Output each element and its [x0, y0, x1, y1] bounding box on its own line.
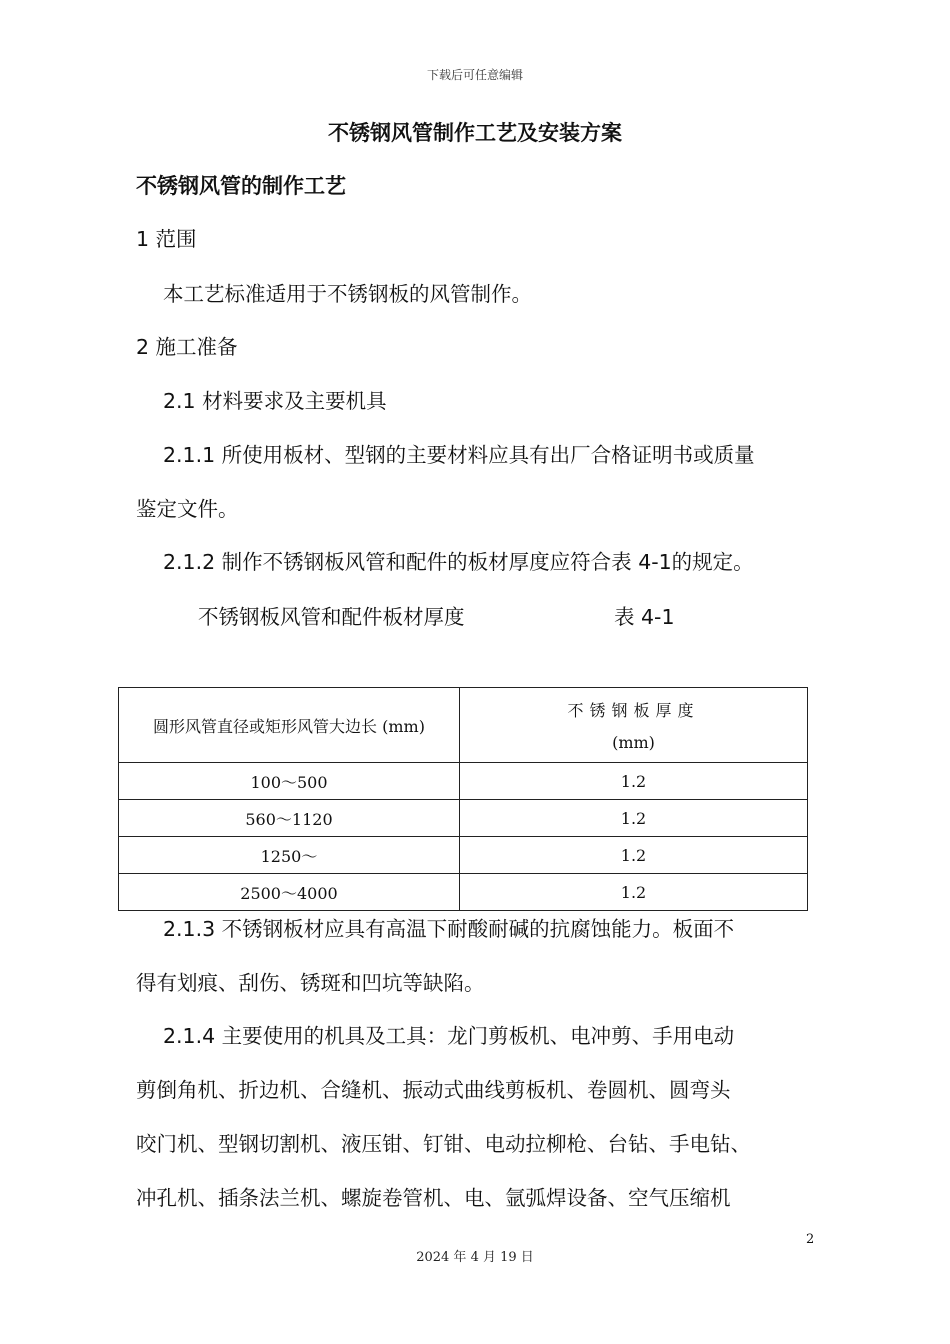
table-header-thickness-label: 不锈钢板厚度 — [567, 701, 700, 720]
table-cell-size: 2500～4000 — [119, 874, 460, 911]
table-header-thickness-unit: (mm) — [612, 733, 655, 752]
table-header-thickness — [460, 688, 808, 763]
table-cell-size: 560～1120 — [119, 800, 460, 837]
table-cell-thickness: 1.2 — [460, 874, 808, 911]
table-cell-thickness: 1.2 — [460, 837, 808, 874]
table-cell-size: 1250～ — [119, 837, 460, 874]
page-number: 2 — [806, 1232, 815, 1247]
table-row — [119, 874, 808, 911]
paragraph-2-1-1-line2: 鉴定文件。 — [136, 497, 239, 521]
table-caption-title: 不锈钢板风管和配件板材厚度 — [198, 605, 465, 629]
thickness-table — [118, 687, 808, 911]
table-header-size: 圆形风管直径或矩形风管大边长 (mm) — [119, 688, 460, 763]
paragraph-2-1-4-line4: 冲孔机、插条法兰机、螺旋卷管机、电、氩弧焊设备、空气压缩机 — [136, 1186, 731, 1210]
document-title: 不锈钢风管制作工艺及安装方案 — [328, 121, 622, 145]
paragraph-2-1-2: 2.1.2 制作不锈钢板风管和配件的板材厚度应符合表 4-1的规定。 — [163, 550, 754, 574]
table-row — [119, 763, 808, 800]
paragraph-2-1-3-line2: 得有划痕、刮伤、锈斑和凹坑等缺陷。 — [136, 971, 485, 995]
paragraph-2-1-4-line2: 剪倒角机、折边机、合缝机、振动式曲线剪板机、卷圆机、圆弯头 — [136, 1078, 731, 1102]
table-row — [119, 800, 808, 837]
table-cell-thickness: 1.2 — [460, 763, 808, 800]
paragraph-2-1-3-line1: 2.1.3 不锈钢板材应具有高温下耐酸耐碱的抗腐蚀能力。板面不 — [163, 917, 735, 941]
section-heading: 不锈钢风管的制作工艺 — [136, 174, 346, 198]
heading-1-scope: 1 范围 — [136, 227, 197, 251]
page-header-note: 下载后可任意编辑 — [426, 68, 523, 82]
heading-2-preparation: 2 施工准备 — [136, 335, 238, 359]
paragraph-2-1-1-line1: 2.1.1 所使用板材、型钢的主要材料应具有出厂合格证明书或质量 — [163, 443, 755, 467]
table-cell-size: 100～500 — [119, 763, 460, 800]
table-cell-thickness: 1.2 — [460, 800, 808, 837]
paragraph-2-1-4-line1: 2.1.4 主要使用的机具及工具：龙门剪板机、电冲剪、手用电动 — [163, 1024, 735, 1048]
paragraph-scope: 本工艺标准适用于不锈钢板的风管制作。 — [163, 282, 532, 306]
table-header-row — [119, 688, 808, 763]
page-footer-date: 2024 年 4 月 19 日 — [416, 1250, 534, 1265]
table-caption-number: 表 4-1 — [614, 605, 675, 629]
heading-2-1-materials: 2.1 材料要求及主要机具 — [163, 389, 387, 413]
table-row — [119, 837, 808, 874]
paragraph-2-1-4-line3: 咬门机、型钢切割机、液压钳、钉钳、电动拉柳枪、台钻、手电钻、 — [136, 1132, 751, 1156]
